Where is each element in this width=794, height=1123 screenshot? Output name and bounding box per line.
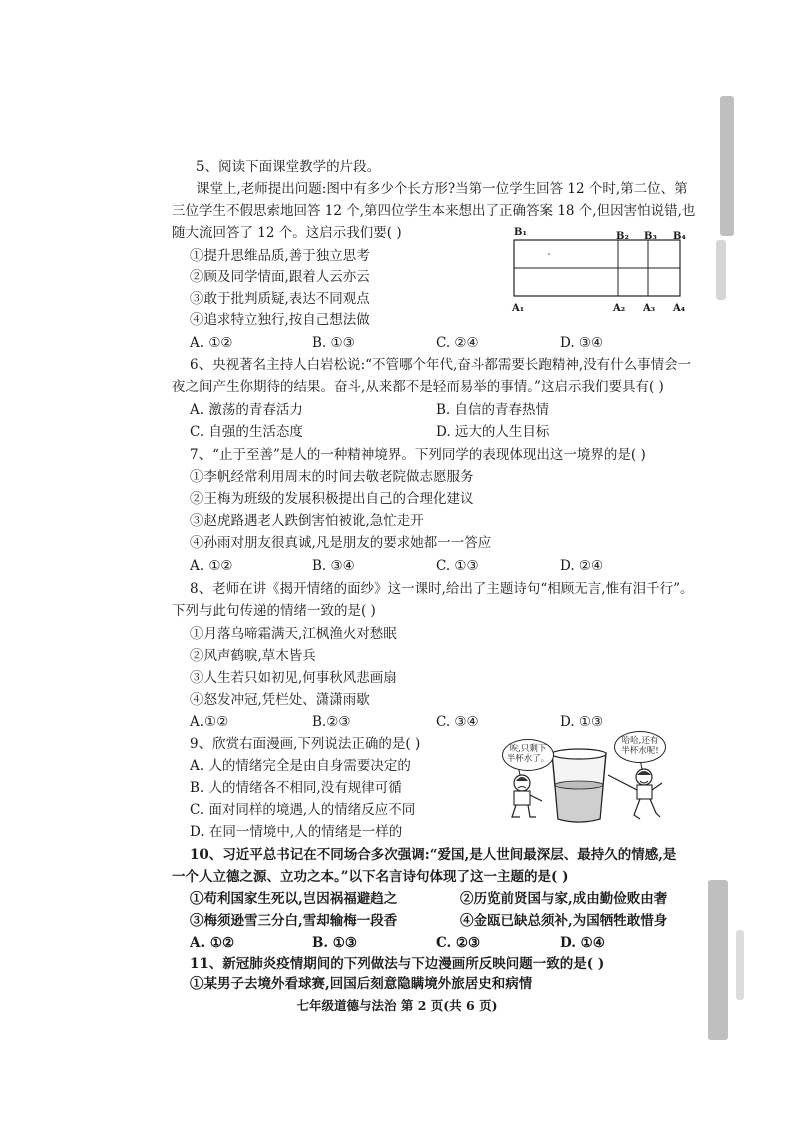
q7-option-c: C. ①③ bbox=[436, 558, 479, 574]
q8-stem: 8、老师在讲《揭开情绪的面纱》这一课时,给出了主题诗句“相顾无言,惟有泪千行”。 bbox=[190, 581, 694, 597]
q9-stem: 9、欣赏右面漫画,下列说法正确的是( ) bbox=[190, 736, 421, 752]
q10-stem: 10、习近平总书记在不同场合多次强调:“爱国,是人世间最深层、最持久的情感,是 bbox=[190, 847, 677, 863]
cartoon-speech-left: 唉,只剩下半杯水了。 bbox=[502, 739, 554, 771]
q9-option-a: A. 人的情绪完全是由自身需要决定的 bbox=[190, 758, 411, 774]
q6-stem: 6、央视著名主持人白岩松说:“不管哪个年代,奋斗都需要长跑精神,没有什么事情会一 bbox=[190, 357, 692, 373]
figure-label-b2: B₂ bbox=[616, 231, 629, 242]
q10-item: ①苟利国家生死以,岂因祸福避趋之 bbox=[190, 891, 398, 907]
q10-item: ④金瓯已缺总须补,为国牺牲敢惜身 bbox=[460, 913, 668, 929]
q5-option-d: D. ③④ bbox=[560, 335, 604, 351]
cartoon-speech-right: 哈哈,还有半杯水呢! bbox=[614, 731, 666, 763]
q7-stem: 7、“止于至善”是人的一种精神境界。下列同学的表现体现出这一境界的是( ) bbox=[190, 447, 646, 463]
q5-item: ④追求特立独行,按自己想法做 bbox=[190, 312, 370, 328]
q5-item: ②顾及同学情面,跟着人云亦云 bbox=[190, 269, 370, 285]
q9-option-b: B. 人的情绪各不相同,没有规律可循 bbox=[190, 780, 402, 796]
q7-item: ②王梅为班级的发展积极提出自己的合理化建议 bbox=[190, 491, 474, 507]
q7-item: ①李帆经常利用周末的时间去敬老院做志愿服务 bbox=[190, 469, 474, 485]
scan-edge-smudge bbox=[708, 880, 728, 1040]
q10-item: ③梅须逊雪三分白,雪却输梅一段香 bbox=[190, 913, 398, 929]
figure-label-b4: B₄ bbox=[673, 231, 686, 242]
q7-option-a: A. ①② bbox=[190, 558, 233, 574]
q5-title: 5、阅读下面课堂教学的片段。 bbox=[196, 159, 381, 175]
figure-label-b3: B₃ bbox=[644, 231, 657, 242]
q7-option-d: D. ②④ bbox=[560, 558, 604, 574]
q8-item: ④怒发冲冠,凭栏处、潇潇雨歇 bbox=[190, 692, 370, 708]
q8-option-b: B.②③ bbox=[312, 714, 351, 730]
q10-option-b: B. ①③ bbox=[312, 935, 358, 951]
q6-option-a: A. 激荡的青春活力 bbox=[190, 402, 303, 418]
q5-option-b: B. ①③ bbox=[312, 335, 355, 351]
q5-item: ①提升思维品质,善于独立思考 bbox=[190, 248, 370, 264]
scan-edge-smudge bbox=[736, 930, 744, 1000]
q11-stem: 11、新冠肺炎疫情期间的下列做法与下边漫画所反映问题一致的是( ) bbox=[190, 956, 605, 972]
q8-option-c: C. ③④ bbox=[436, 714, 479, 730]
q5-option-c: C. ②④ bbox=[436, 335, 479, 351]
q5-rectangle-figure bbox=[512, 238, 684, 300]
q8-item: ②风声鹤唳,草木皆兵 bbox=[190, 648, 316, 664]
q8-item: ①月落乌啼霜满天,江枫渔火对愁眠 bbox=[190, 626, 397, 642]
q9-option-c: C. 面对同样的境遇,人的情绪反应不同 bbox=[190, 802, 416, 818]
q10-item: ②历览前贤国与家,成由勤俭败由奢 bbox=[460, 891, 668, 907]
figure-label-b1: B₁ bbox=[514, 227, 527, 238]
q8-stem: 下列与此句传递的情绪一致的是( ) bbox=[172, 603, 376, 619]
figure-label-a1: A₁ bbox=[512, 303, 525, 314]
q8-option-a: A.①② bbox=[190, 714, 229, 730]
q5-item: ③敢于批判质疑,表达不同观点 bbox=[190, 291, 370, 307]
q10-option-a: A. ①② bbox=[190, 935, 235, 951]
q11-item: ①某男子去境外看球赛,回国后刻意隐瞒境外旅居史和病情 bbox=[190, 976, 533, 992]
scan-edge-smudge bbox=[720, 96, 734, 236]
page-footer: 七年级道德与法治 第 2 页(共 6 页) bbox=[296, 998, 498, 1013]
q5-paragraph: 课堂上,老师提出问题:图中有多少个长方形?当第一位学生回答 12 个时,第二位、第 bbox=[196, 181, 688, 197]
q8-item: ③人生若只如初见,何事秋风悲画扇 bbox=[190, 670, 397, 686]
q6-option-d: D. 远大的人生目标 bbox=[436, 424, 550, 440]
q7-item: ③赵虎路遇老人跌倒害怕被讹,急忙走开 bbox=[190, 513, 424, 529]
q6-option-c: C. 自强的生活态度 bbox=[190, 424, 303, 440]
q10-option-c: C. ②③ bbox=[436, 935, 481, 951]
q10-option-d: D. ①④ bbox=[560, 935, 605, 951]
q5-option-a: A. ①② bbox=[190, 335, 233, 351]
figure-label-a4: A₄ bbox=[673, 303, 686, 314]
q7-option-b: B. ③④ bbox=[312, 558, 355, 574]
q6-option-b: B. 自信的青春热情 bbox=[436, 402, 550, 418]
q7-item: ④孙雨对朋友很真诚,凡是朋友的要求她都一一答应 bbox=[190, 535, 492, 551]
q9-option-d: D. 在同一情境中,人的情绪是一样的 bbox=[190, 824, 403, 840]
q5-paragraph: 三位学生不假思索地回答 12 个,第四位学生本来想出了正确答案 18 个,但因害怕说错,也 bbox=[172, 203, 696, 219]
figure-label-a2: A₂ bbox=[613, 303, 626, 314]
q5-paragraph: 随大流回答了 12 个。这启示我们要( ) bbox=[172, 225, 402, 241]
q10-stem: 一个人立德之源、立功之本。”以下名言诗句体现了这一主题的是( ) bbox=[172, 869, 569, 885]
scan-edge-smudge bbox=[716, 240, 726, 300]
q6-stem: 夜之间产生你期待的结果。奋斗,从来都不是轻而易举的事情。”这启示我们要具有( ) bbox=[172, 379, 664, 395]
figure-label-a3: A₃ bbox=[643, 303, 656, 314]
q8-option-d: D. ①③ bbox=[560, 714, 604, 730]
